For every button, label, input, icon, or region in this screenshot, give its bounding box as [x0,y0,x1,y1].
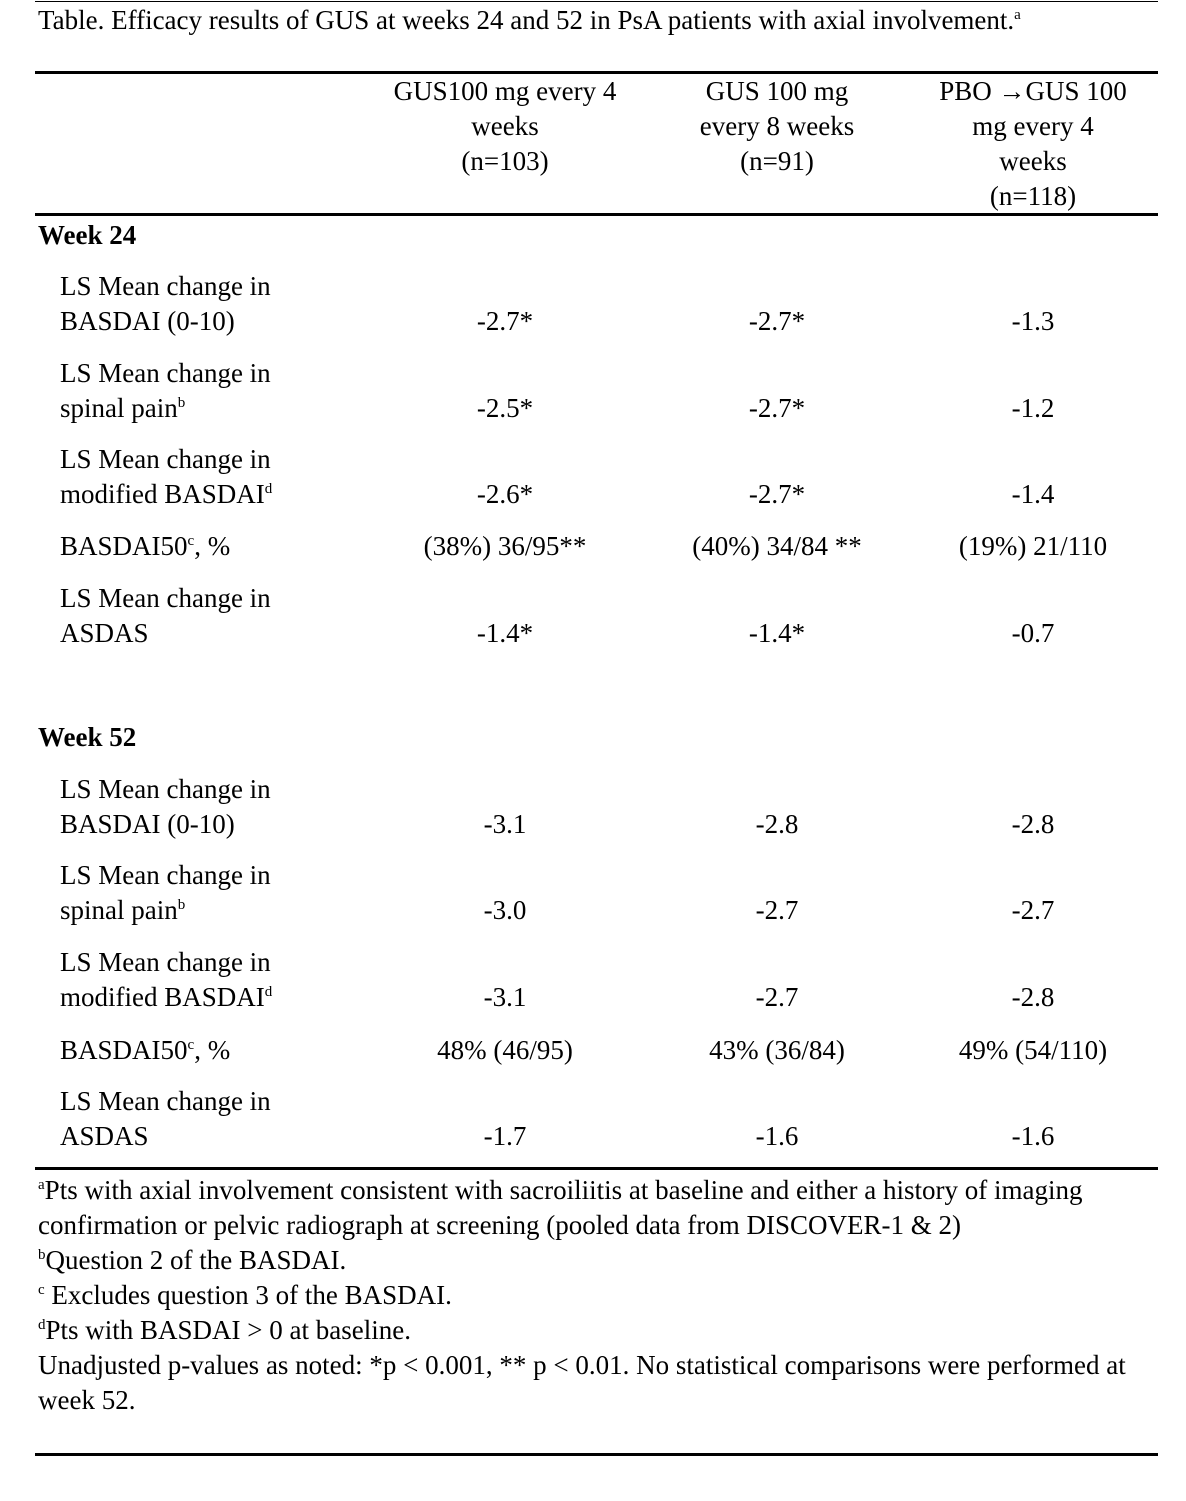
table-cell: -2.7* [748,479,806,509]
table-cell: -1.4* [748,618,806,648]
row-label-text: spinal pain [60,895,178,925]
row-label-text: modified BASDAI [60,982,265,1012]
row-label-text: ASDAS [60,1121,149,1151]
table-cell: -1.6 [755,1121,799,1151]
table-cell: (38%) 36/95** [423,531,587,561]
footnote-marker: b [38,1247,46,1263]
row-label-line [60,616,271,651]
row-label [60,442,272,512]
row-label-line: LS Mean change in [60,271,271,301]
footnote-text: Unadjusted p-values as noted: *p < 0.001, ** p < 0.01. No statistical comparisons were performed at week 52. [38,1350,1126,1415]
row-label-line: LS Mean change in [60,358,271,388]
table-cell: (19%) 21/110 [958,531,1108,561]
row-label [60,1033,230,1068]
row-label-line [60,893,271,928]
footnote-text: Pts with axial involvement consistent with sacroiliitis at baseline and either a history of imaging confirmation or pelvic radiograph at screening (pooled data from DISCOVER-1 & 2) [38,1175,1083,1240]
row-label-line [60,807,271,842]
table-cell: -1.4* [476,618,534,648]
table-cell: -1.2 [1011,393,1055,423]
footnote [38,1348,1148,1418]
column-header-2: GUS 100 mg every 8 weeks (n=91) [699,76,855,176]
row-label-suffix: , % [194,1035,231,1065]
row-label-line: LS Mean change in [60,947,271,977]
row-label-line: LS Mean change in [60,444,271,474]
footnote-marker: d [264,481,273,497]
footnote-marker: a [38,1177,45,1193]
table-cell: -2.6* [476,479,534,509]
table-cell: -2.7 [755,895,799,925]
footnote [38,1313,1148,1348]
footnote-text: Question 2 of the BASDAI. [45,1245,347,1275]
footnote-marker: b [177,395,186,411]
footnote-marker: c [187,533,195,549]
footnote-marker: d [264,984,273,1000]
table-cell: 49% (54/110) [958,1035,1108,1065]
table-cell: -3.0 [483,895,527,925]
table-cell: -2.7* [748,306,806,336]
row-label-line [60,391,271,426]
table-cell: -2.8 [755,809,799,839]
footnotes [38,1173,1148,1418]
table-cell: (40%) 34/84 ** [692,531,862,561]
table-cell: 43% (36/84) [709,1035,845,1065]
table-bottom-rule [35,1167,1158,1170]
row-label-text: BASDAI (0-10) [60,306,235,336]
table-cell: -2.7 [755,982,799,1012]
row-label-text: ASDAS [60,618,149,648]
row-label-text: modified BASDAI [60,479,265,509]
row-label [60,356,271,426]
table-cell: -3.1 [483,809,527,839]
footnote-marker: c [38,1282,45,1298]
table-cell: -3.1 [483,982,527,1012]
footnote [38,1173,1148,1243]
section-heading: Week 52 [38,722,137,752]
row-label-line [60,477,272,512]
row-label-line [60,980,272,1015]
table-cell: -1.4 [1011,479,1055,509]
header-rule [35,213,1158,216]
row-label-line: LS Mean change in [60,1086,271,1116]
table-title: Table. Efficacy results of GUS at weeks 24 and 52 in PsA patients with axial involvement.$^a$ [38,5,1021,35]
table-cell: 48% (46/95) [437,1035,573,1065]
row-label-line: BASDAI50 [60,1035,188,1065]
footnotes-bottom-rule [35,1453,1158,1456]
row-label-text: spinal pain [60,393,178,423]
table-cell: -2.7 [1011,895,1055,925]
row-label [60,529,230,564]
column-header-1: GUS100 mg every 4 weeks (n=103) [393,76,617,176]
row-label [60,1084,271,1154]
row-label [60,858,271,928]
row-label-line: LS Mean change in [60,583,271,613]
row-label-suffix: , % [194,531,231,561]
table-cell: -2.7* [476,306,534,336]
row-label-text: BASDAI (0-10) [60,809,235,839]
row-label-line: LS Mean change in [60,860,271,890]
row-label-line: BASDAI50 [60,531,188,561]
table-cell: -0.7 [1011,618,1055,648]
footnote-marker: b [177,897,186,913]
row-label-line [60,1119,271,1154]
table-cell: -2.8 [1011,809,1055,839]
row-label-line: LS Mean change in [60,774,271,804]
footnote-marker: d [38,1317,46,1333]
footnote-text: Pts with BASDAI > 0 at baseline. [45,1315,411,1345]
row-label [60,581,271,651]
table-cell: -2.5* [476,393,534,423]
row-label [60,269,271,339]
table-cell: -1.6 [1011,1121,1055,1151]
top-rule [35,1,1158,2]
footnote [38,1278,1148,1313]
row-label [60,945,272,1015]
section-heading: Week 24 [38,220,137,250]
row-label-line [60,304,271,339]
table-cell: -2.8 [1011,982,1055,1012]
footnote [38,1243,1148,1278]
column-header-3: PBO →GUS 100 mg every 4 weeks (n=118) [939,76,1127,211]
table-cell: -2.7* [748,393,806,423]
row-label [60,772,271,842]
footnote-text: Excludes question 3 of the BASDAI. [44,1280,452,1310]
table-cell: -1.7 [483,1121,527,1151]
table-cell: -1.3 [1011,306,1055,336]
footnote-marker: c [187,1037,195,1053]
